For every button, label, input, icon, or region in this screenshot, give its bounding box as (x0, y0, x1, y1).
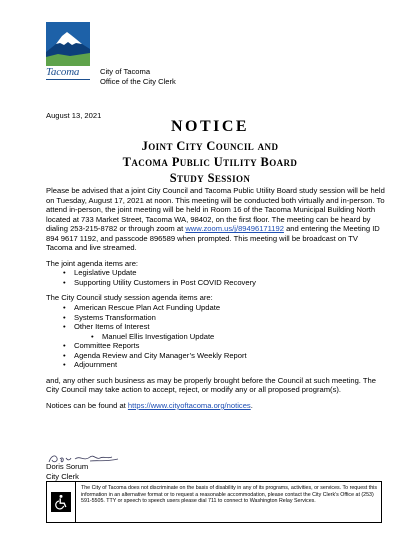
department-block (100, 67, 176, 86)
signer-name: Doris Sorum (46, 462, 89, 471)
intro-paragraph (46, 186, 386, 253)
council-agenda-list (46, 303, 386, 370)
list-item: • Legislative Update (74, 268, 386, 278)
list-item-label: Other Items of Interest (74, 322, 150, 332)
city-name: City of Tacoma (100, 67, 151, 76)
list-item: • Agenda Review and City Manager’s Weekly Report (74, 351, 386, 361)
list-item: • Systems Transformation (74, 313, 386, 323)
notice-title: NOTICE (170, 118, 250, 135)
office-name: Office of the City Clerk (100, 76, 176, 86)
subtitle-line-1: Joint City Council and (141, 139, 279, 153)
notices-line (46, 401, 386, 411)
list-item: • American Rescue Plan Act Funding Update (74, 303, 386, 313)
intro-text: Please be advised that a joint City Council and Tacoma Public Utility Board study session will be held on Tuesday, August 17, 2021 at noon. This meeting will be conducted both virtually and in-person. To attend in-person, the joint meeting will be held in Room 16 of the Tacoma Municipal Building North located at 733 Market Street, Tacoma WA, 98402, on the first floor. The meeting can be heard by dialing 253-215-8782 or through zoom at (46, 186, 385, 234)
notices-text: Notices can be found at (46, 400, 128, 410)
notices-link[interactable]: https://www.cityoftacoma.org/notices (127, 400, 251, 410)
council-agenda-heading: The City Council study session agenda items are: (46, 293, 213, 303)
intro-text-continued: and entering the Meeting ID 894 9617 1192, and passcode 896589 when prompted. This meeting will be broadcast on TV Tacoma and live streamed. (46, 224, 380, 253)
mount-rainier-logo-icon (46, 22, 90, 66)
joint-agenda-list (46, 268, 386, 287)
signer-title: City Clerk (46, 471, 79, 481)
subtitle-line-2: Tacoma Public Utility Board (122, 155, 298, 169)
subtitle-line-3: Study Session (169, 171, 251, 185)
notices-suffix: . (250, 400, 253, 410)
list-item: • Adjournment (74, 360, 386, 370)
wheelchair-accessibility-icon (51, 492, 71, 512)
accessibility-icon-cell (47, 482, 76, 522)
signer-block (46, 462, 88, 481)
nondiscrimination-notice: The City of Tacoma does not discriminate on the basis of disability in any of its programs, activities, or services. To request this information in an alternative format or to request a reasonable accommodation, please contact the City Clerk’s Office at (253) 591-5505. TTY or speech to speech users please dial 711 to connect to Washington Relay Services. (81, 485, 377, 505)
list-subitem: • Manuel Ellis Investigation Update (102, 332, 386, 342)
logo-wordmark: Tacoma (46, 66, 80, 78)
logo-underline (46, 79, 90, 80)
sub-agenda-list (74, 332, 386, 342)
list-item: • Committee Reports (74, 341, 386, 351)
zoom-link[interactable]: www.zoom.us/j/89496171192 (185, 224, 284, 234)
notice-date: August 13, 2021 (46, 111, 102, 120)
list-item: • Supporting Utility Customers in Post COVID Recovery (74, 278, 386, 288)
accessibility-footer (46, 481, 382, 523)
notice-body (46, 186, 386, 416)
list-item (74, 322, 386, 341)
closing-paragraph: and, any other such business as may be properly brought before the Council at such meeting. The City Council may take action to accept, reject, or modify any or all proposed program(s). (46, 375, 376, 395)
city-of-tacoma-logo (46, 22, 90, 78)
joint-agenda-heading: The joint agenda items are: (46, 258, 139, 268)
